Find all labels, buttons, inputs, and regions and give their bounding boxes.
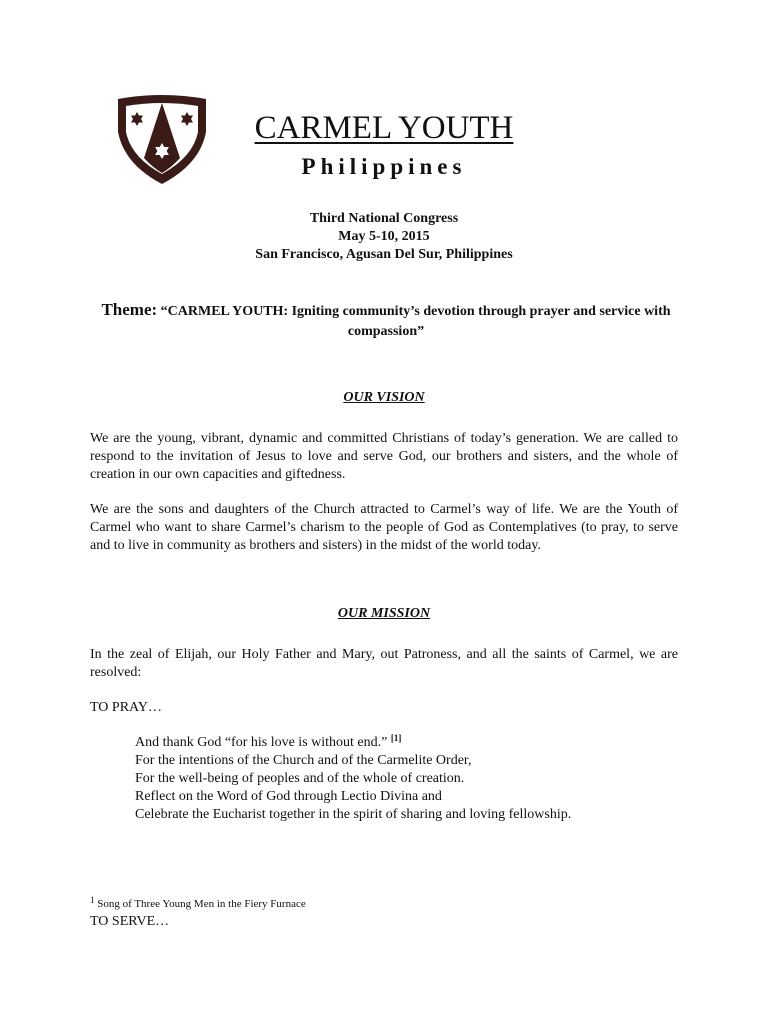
footnote-reference[interactable]: [1] [390, 733, 402, 743]
list-item: For the well-being of peoples and of the whole of creation. [135, 771, 465, 786]
mission-heading: OUR MISSION [337, 606, 431, 621]
list-item: Reflect on the Word of God through Lectio Divina and [135, 789, 442, 804]
carmelite-shield-icon [114, 94, 210, 186]
event-name: Third National Congress [309, 211, 459, 226]
vision-paragraph-2: We are the sons and daughters of the Church attracted to Carmel’s way of life. We are the Youth of Carmel who want to share Carmel’s charism to the people of God as Contemplatives (to pray, to serve and to live in community as brothers and sisters) in the midst of the world today. [90, 502, 678, 553]
document-title: CARMEL YOUTH [254, 110, 514, 146]
mission-intro: In the zeal of Elijah, our Holy Father and Mary, out Patroness, and all the saints of Carmel, we are resolved: [90, 647, 678, 680]
pray-label: TO PRAY… [90, 700, 162, 715]
event-dates: May 5-10, 2015 [338, 229, 430, 244]
event-location: San Francisco, Agusan Del Sur, Philippines [255, 247, 513, 262]
footnote [90, 896, 306, 912]
serve-label: TO SERVE… [90, 914, 170, 929]
list-item: Celebrate the Eucharist together in the spirit of sharing and loving fellowship. [135, 807, 572, 822]
document-subtitle: Philippines [301, 154, 467, 179]
theme-text: “CARMEL YOUTH: Igniting community’s devotion through prayer and service with compassion” [160, 304, 671, 339]
footnote-text: Song of Three Young Men in the Fiery Furnace [97, 898, 306, 910]
list-item: For the intentions of the Church and of the Carmelite Order, [135, 753, 472, 768]
footnote-number: 1 [90, 895, 95, 905]
vision-heading: OUR VISION [343, 390, 425, 405]
vision-paragraph-1: We are the young, vibrant, dynamic and committed Christians of today’s generation. We are called to respond to the invitation of Jesus to love and serve God, our brothers and sisters, and the whole of creation in our own capacities and giftedness. [90, 431, 678, 482]
theme-label: Theme [101, 300, 152, 319]
list-item: And thank God “for his love is without end.” [1] [135, 733, 402, 750]
theme-statement: Theme: “CARMEL YOUTH: Igniting community’s devotion through prayer and service with compassion” [101, 300, 671, 339]
pray-list [135, 734, 695, 824]
